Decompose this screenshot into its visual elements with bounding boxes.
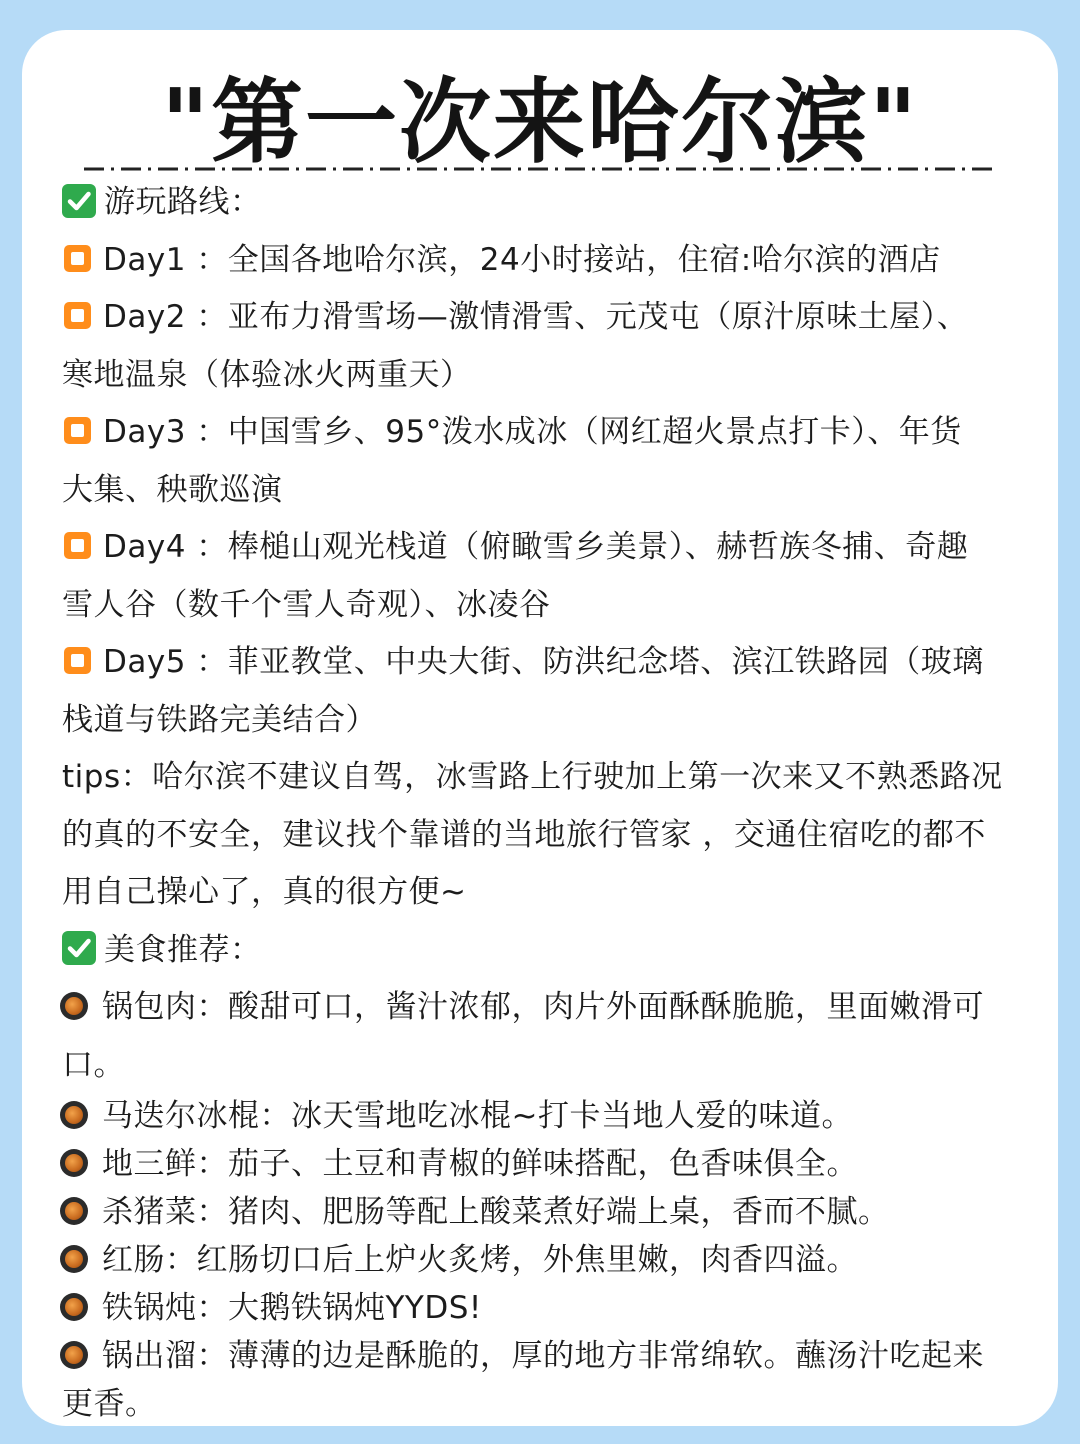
- food-text-continued: 口。: [62, 1046, 125, 1083]
- day-text-continued: 栈道与铁路完美结合）: [62, 701, 377, 738]
- orange-square-icon: [64, 302, 91, 329]
- orange-square-icon: [64, 417, 91, 444]
- food-text: 杀猪菜：猪肉、肥肠等配上酸菜煮好端上桌，香而不腻。: [102, 1194, 890, 1230]
- food-text: 地三鲜：茄子、土豆和青椒的鲜味搭配，色香味俱全。: [102, 1146, 858, 1182]
- orange-square-icon: [64, 245, 91, 272]
- dish-icon: [60, 1101, 88, 1129]
- dashed-divider: [84, 166, 996, 172]
- food-item: [62, 1140, 1028, 1188]
- page-title: "第一次来哈尔滨": [161, 69, 919, 176]
- food-item: [62, 979, 1028, 1094]
- dish-icon: [60, 1341, 88, 1369]
- food-item: [62, 1332, 1028, 1426]
- food-heading: [62, 922, 1028, 980]
- route-heading: [62, 174, 1028, 232]
- dish-icon: [60, 992, 88, 1020]
- day-text: ：菲亚教堂、中央大街、防洪纪念塔、滨江铁路园（玻璃: [185, 644, 984, 680]
- tips-line: 的真的不安全，建议找个靠谱的当地旅行管家 ，交通住宿吃的都不: [62, 816, 986, 853]
- tips-line: 用自己操心了，真的很方便~: [62, 874, 467, 910]
- food-heading-text: 美食推荐：: [104, 931, 262, 968]
- day-item-2: [62, 289, 1028, 404]
- post-body: [62, 174, 1028, 1426]
- food-item: [62, 1188, 1028, 1236]
- food-text: 铁锅炖：大鹅铁锅炖YYDS!: [102, 1290, 482, 1326]
- day-label: Day3: [103, 414, 186, 450]
- day-text-continued: 雪人谷（数千个雪人奇观）、冰凌谷: [62, 586, 551, 623]
- day-label: Day1: [103, 241, 186, 278]
- day-text-continued: 寒地温泉（体验冰火两重天）: [62, 356, 472, 393]
- dish-icon: [60, 1197, 88, 1225]
- food-item: [62, 1092, 1028, 1140]
- content-card: [22, 30, 1058, 1426]
- check-mark-icon: [62, 184, 96, 218]
- day-text: ：中国雪乡、95°泼水成冰（网红超火景点打卡）、年货: [185, 414, 962, 450]
- day-label: Day2: [103, 299, 186, 335]
- day-text-continued: 大集、秧歌巡演: [62, 471, 283, 508]
- day-label: Day5: [103, 644, 186, 680]
- day-text: ：全国各地哈尔滨，24小时接站，住宿:哈尔滨的酒店: [185, 241, 941, 278]
- day-item-5: [62, 634, 1028, 749]
- check-mark-icon: [62, 931, 96, 965]
- tips-line: tips：哈尔滨不建议自驾，冰雪路上行驶加上第一次来又不熟悉路况: [62, 759, 1003, 795]
- route-heading-text: 游玩路线：: [104, 184, 262, 220]
- dish-icon: [60, 1293, 88, 1321]
- day-item-1: [62, 232, 1028, 290]
- food-text: 锅出溜：薄薄的边是酥脆的，厚的地方非常绵软。蘸汤汁吃起来: [102, 1338, 984, 1374]
- dish-icon: [60, 1245, 88, 1273]
- food-text: 锅包肉：酸甜可口，酱汁浓郁，肉片外面酥酥脆脆，里面嫩滑可: [102, 989, 984, 1025]
- day-text: ：棒槌山观光栈道（俯瞰雪乡美景）、赫哲族冬捕、奇趣: [185, 529, 969, 565]
- day-label: Day4: [103, 529, 186, 565]
- food-text: 红肠：红肠切口后上炉火炙烤，外焦里嫩，肉香四溢。: [102, 1242, 858, 1278]
- food-item: [62, 1284, 1028, 1332]
- food-item: [62, 1236, 1028, 1284]
- day-item-3: [62, 404, 1028, 519]
- day-item-4: [62, 519, 1028, 634]
- day-text: ：亚布力滑雪场—激情滑雪、元茂屯（原汁原味土屋）、: [185, 299, 969, 335]
- orange-square-icon: [64, 647, 91, 674]
- tips-paragraph: [62, 749, 1028, 922]
- dish-icon: [60, 1149, 88, 1177]
- food-text: 马迭尔冰棍：冰天雪地吃冰棍~打卡当地人爱的味道。: [102, 1098, 853, 1134]
- orange-square-icon: [64, 532, 91, 559]
- food-text-continued: 更香。: [62, 1386, 157, 1422]
